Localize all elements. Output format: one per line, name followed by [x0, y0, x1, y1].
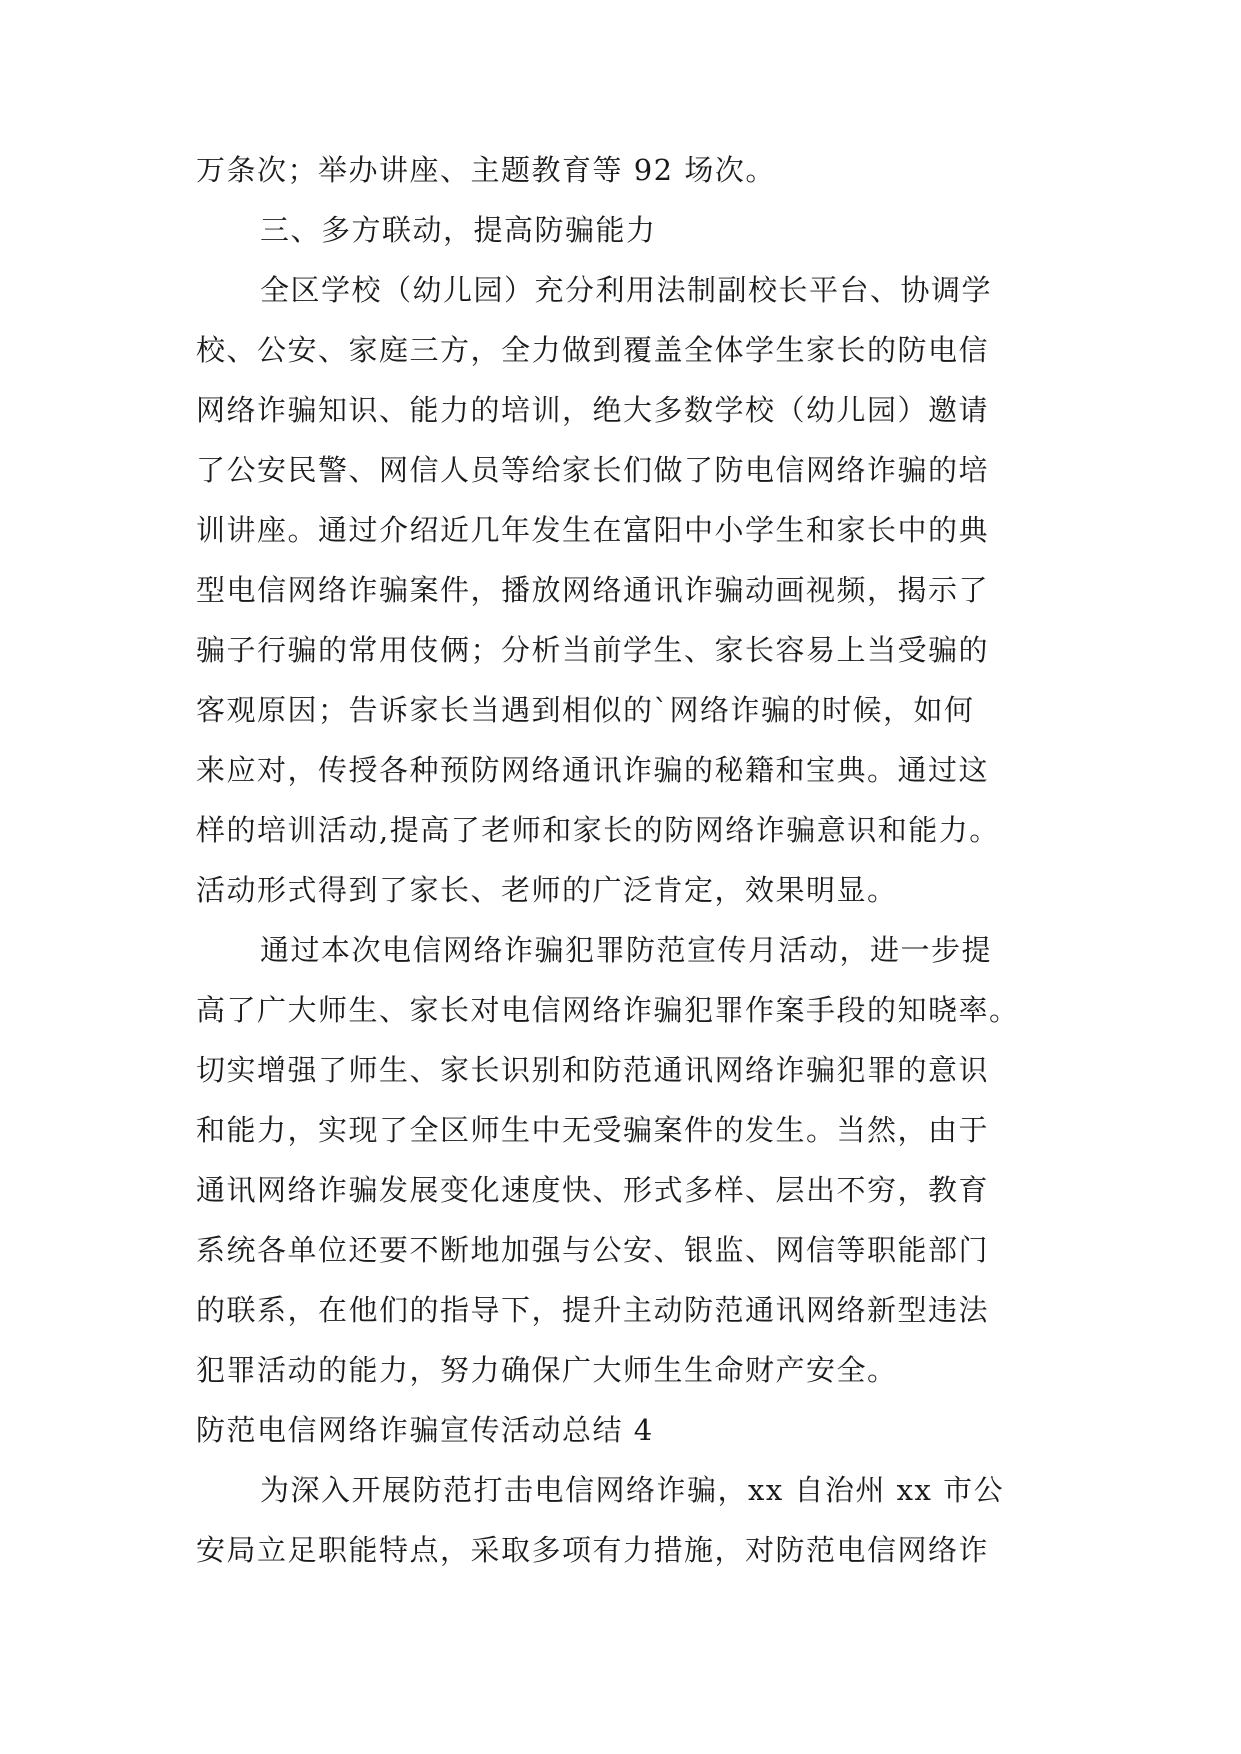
paragraph-line: 型电信网络诈骗案件，播放网络通讯诈骗动画视频，揭示了: [196, 573, 990, 607]
paragraph-line: 高了广大师生、家长对电信网络诈骗犯罪作案手段的知晓率。: [196, 993, 1020, 1027]
paragraph-line: 训讲座。通过介绍近几年发生在富阳中小学生和家长中的典: [196, 513, 990, 547]
paragraph-line: 系统各单位还要不断地加强与公安、银监、网信等职能部门: [196, 1233, 990, 1267]
paragraph-line: 的联系，在他们的指导下，提升主动防范通讯网络新型违法: [196, 1293, 990, 1327]
paragraph-line: 切实增强了师生、家长识别和防范通讯网络诈骗犯罪的意识: [196, 1053, 990, 1087]
section-heading: 三、多方联动，提高防骗能力: [260, 213, 657, 247]
paragraph-line: 了公安民警、网信人员等给家长们做了防电信网络诈骗的培: [196, 453, 990, 487]
paragraph-line: 通讯网络诈骗发展变化速度快、形式多样、层出不穷，教育: [196, 1173, 990, 1207]
paragraph-line: 通过本次电信网络诈骗犯罪防范宣传月活动，进一步提: [260, 933, 993, 967]
paragraph-line: 全区学校（幼儿园）充分利用法制副校长平台、协调学: [260, 273, 993, 307]
paragraph-line: 万条次；举办讲座、主题教育等 92 场次。: [196, 153, 776, 187]
paragraph-line: 校、公安、家庭三方，全力做到覆盖全体学生家长的防电信: [196, 333, 990, 367]
paragraph-line: 来应对，传授各种预防网络通讯诈骗的秘籍和宝典。通过这: [196, 753, 990, 787]
paragraph-line: 安局立足职能特点，采取多项有力措施，对防范电信网络诈: [196, 1533, 990, 1567]
paragraph-line: 骗子行骗的常用伎俩；分析当前学生、家长容易上当受骗的: [196, 633, 990, 667]
paragraph-line: 和能力，实现了全区师生中无受骗案件的发生。当然，由于: [196, 1113, 990, 1147]
paragraph-line: 为深入开展防范打击电信网络诈骗，xx 自治州 xx 市公: [260, 1473, 1005, 1507]
section-title: 防范电信网络诈骗宣传活动总结 4: [196, 1413, 654, 1447]
paragraph-line: 客观原因；告诉家长当遇到相似的`网络诈骗的时候，如何: [196, 693, 975, 727]
paragraph-line: 网络诈骗知识、能力的培训，绝大多数学校（幼儿园）邀请: [196, 393, 990, 427]
paragraph-line: 样的培训活动,提高了老师和家长的防网络诈骗意识和能力。: [196, 813, 1000, 847]
paragraph-line: 活动形式得到了家长、老师的广泛肯定，效果明显。: [196, 873, 898, 907]
paragraph-line: 犯罪活动的能力，努力确保广大师生生命财产安全。: [196, 1353, 898, 1387]
